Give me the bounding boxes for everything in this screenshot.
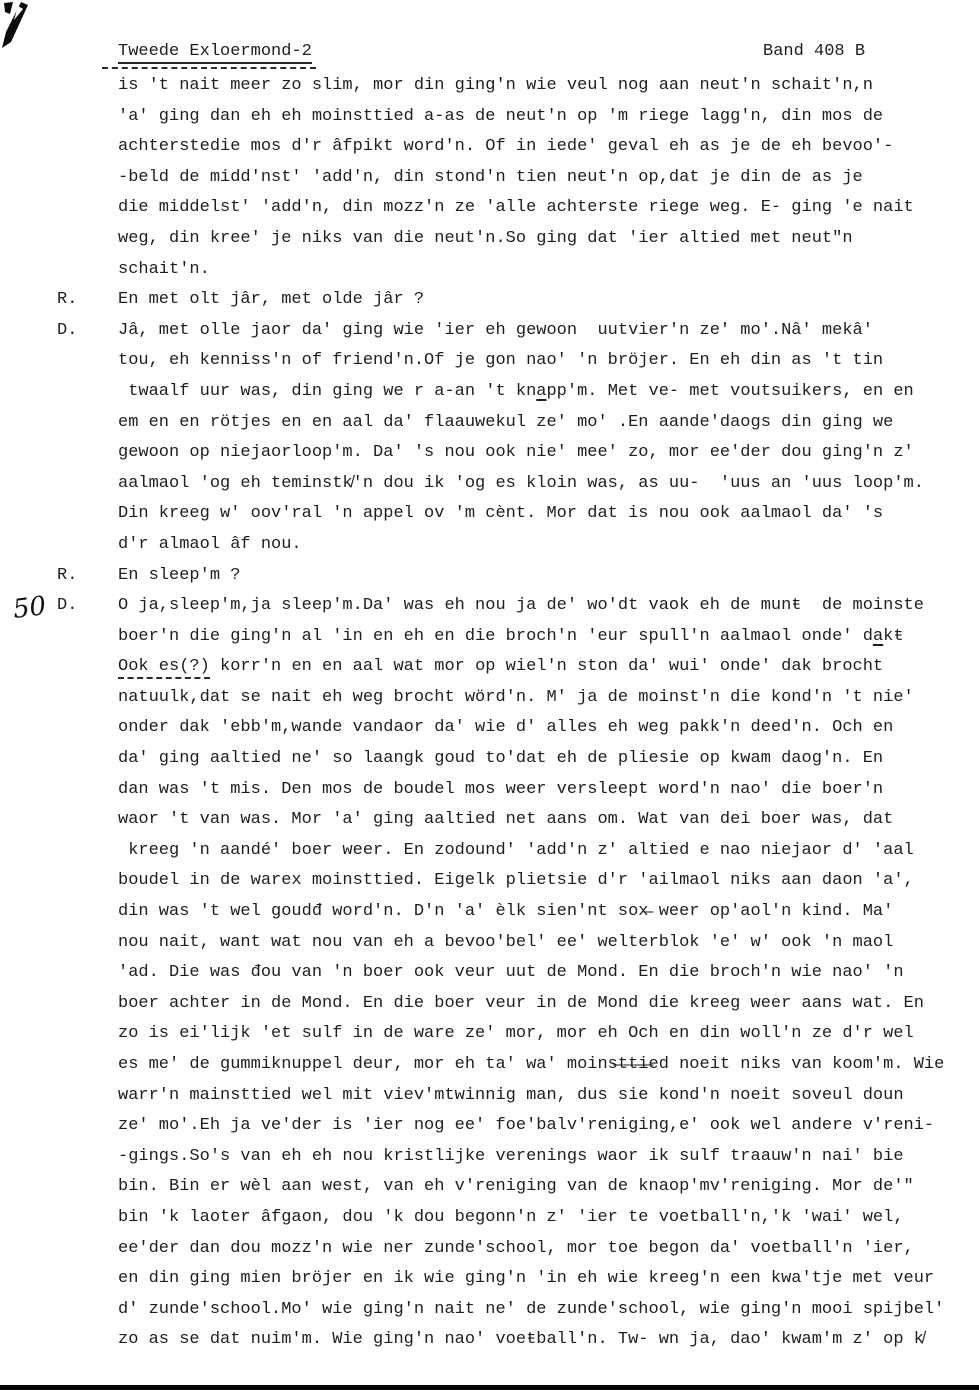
transcript-line	[0, 438, 979, 469]
line-text: aalmaol 'og eh teminstk̸'n dou ik 'og es kloin was, as uu- 'uus an 'uus loop'm.	[118, 473, 924, 493]
transcript-line	[0, 713, 979, 744]
speaker-label	[0, 1050, 118, 1081]
scan-edge-artifact	[0, 1385, 979, 1390]
transcript-line	[0, 1325, 979, 1356]
speaker-label	[0, 377, 118, 408]
line-text: ze' mo'.Eh ja ve'der is 'ier nog ee' foe'balv'reniging,e' ook wel andere v'reni-	[118, 1116, 935, 1136]
transcript-line	[0, 316, 979, 347]
line-text: boudel in de warex moinsttied. Eigelk plietsie d'r 'ailmaol niks aan daon 'a',	[118, 871, 914, 891]
transcript-line	[0, 102, 979, 133]
line-text: die middelst' 'add'n, din mozz'n ze 'alle achterste riege weg. E- ging 'e nait	[118, 198, 914, 218]
transcript-line	[0, 193, 979, 224]
line-text: Ook es(?) korr'n en en aal wat mor op wiel'n ston da' wui' onde' dak brocht	[118, 652, 883, 683]
speaker-label	[0, 1081, 118, 1112]
speaker-label	[0, 1203, 118, 1234]
speaker-label	[0, 652, 118, 683]
line-text: da' ging aaltied ne' so laangk goud to'dat eh de pliesie op kwam daog'n. En	[118, 749, 884, 769]
speaker-label	[0, 224, 118, 255]
transcript-line	[0, 1111, 979, 1142]
speaker-label	[0, 1019, 118, 1050]
transcript-line	[0, 805, 979, 836]
page-title: Tweede Exloermond-2	[118, 42, 312, 64]
transcript-line	[0, 928, 979, 959]
line-text: boer achter in de Mond. En die boer veur in de Mond die kreeg weer aans wat. En	[118, 993, 924, 1013]
speaker-label	[0, 1325, 118, 1356]
line-text: dan was 't mis. Den mos de boudel mos weer versleept word'n nao' die boer'n	[118, 779, 884, 799]
line-text: ee'der dan dou mozz'n wie ner zunde'school, mor toe begon da' voetball'n 'ier,	[118, 1238, 914, 1258]
speaker-label	[0, 163, 118, 194]
transcript-line	[0, 1172, 979, 1203]
speaker-label	[0, 1234, 118, 1265]
speaker-label	[0, 683, 118, 714]
transcript-line	[0, 1295, 979, 1326]
band-label: Band 408 B	[763, 42, 866, 61]
speaker-label	[0, 71, 118, 102]
page-header	[118, 42, 959, 66]
line-text: schait'n.	[118, 259, 210, 279]
speaker-label	[0, 408, 118, 439]
speaker-label	[0, 346, 118, 377]
transcript-line	[0, 71, 979, 102]
speaker-label	[0, 836, 118, 867]
line-text: -gings.So's van eh eh nou kristlijke verenings waor ik sulf traauw'n nai' bie	[118, 1146, 904, 1166]
line-text: din was 't wel goudđ word'n. D'n 'a' èlk sien'nt sox̶ weer op'aol'n kind. Ma'	[118, 902, 894, 922]
transcript-line	[0, 1050, 979, 1081]
line-text: bin. Bin er wèl aan west, van eh v'reniging van de knaop'mv'reniging. Mor de'"	[118, 1177, 914, 1197]
transcript-line	[0, 285, 979, 316]
transcript-line	[0, 989, 979, 1020]
speaker-label	[0, 1111, 118, 1142]
speaker-label: D.	[57, 320, 78, 340]
transcript-line	[0, 530, 979, 561]
speaker-label	[0, 713, 118, 744]
line-text: kreeg 'n aandé' boer weer. En zodound' 'add'n z' altied e nao niejaor d' 'aal	[118, 840, 914, 860]
line-text: 'a' ging dan eh eh moinsttied a-as de neut'n op 'm riege lagg'n, din mos de	[118, 106, 884, 126]
line-text: zo is ei'lijk 'et sulf in de ware ze' mor, mor eh Och en din woll'n ze d'r wel	[118, 1024, 914, 1044]
transcript-line	[0, 744, 979, 775]
speaker-label	[0, 622, 118, 653]
transcript-line	[0, 1203, 979, 1234]
transcript-line	[0, 897, 979, 928]
line-text: warr'n mainsttied wel mit viev'mtwinnig man, dus sie kond'n noeit soveul doun	[118, 1085, 904, 1105]
line-text: weg, din kree' je niks van die neut'n.So ging dat 'ier altied met neut"n	[118, 228, 853, 248]
transcript-line	[0, 775, 979, 806]
transcript-line	[0, 683, 979, 714]
speaker-label	[0, 255, 118, 286]
speaker-label: D.	[57, 596, 78, 616]
transcript-line	[0, 622, 979, 653]
line-text: achterstedie mos d'r âfpikt word'n. Of in iede' geval eh as je de eh bevoo'-	[118, 137, 894, 157]
line-text: em en en rötjes en en aal da' flaauwekul ze' mo' .En aande'daogs din ging we	[118, 412, 894, 432]
speaker-label	[0, 132, 118, 163]
underlined-text: a	[872, 626, 884, 646]
speaker-label	[0, 1142, 118, 1173]
line-text: En met olt jâr, met olde jâr ?	[118, 290, 425, 310]
speaker-label	[0, 1295, 118, 1326]
line-text: nou nait, want wat nou van eh a bevoo'bel' ee' welterblok 'e' w' ook 'n maol	[118, 932, 894, 952]
transcript-line	[0, 1264, 979, 1295]
speaker-label	[0, 805, 118, 836]
transcript-line	[0, 866, 979, 897]
line-text: gewoon op niejaorloop'm. Da' 's nou ook nie' mee' zo, mor ee'der dou ging'n z'	[118, 443, 914, 463]
transcript-line	[0, 499, 979, 530]
speaker-label	[0, 469, 118, 500]
speaker-label	[0, 193, 118, 224]
line-text: Din kreeg w' oov'ral 'n appel ov 'm cènt. Mor dat is nou ook aalmaol da' 's	[118, 504, 884, 524]
speaker-label	[0, 530, 118, 561]
line-text: -beld de midd'nst' 'add'n, din stond'n tien neut'n op,dat je din de as je	[118, 167, 863, 187]
handwritten-mark	[1, 2, 31, 48]
line-text: waor 't van was. Mor 'a' ging aaltied net aans om. Wat van dei boer was, dat	[118, 810, 894, 830]
line-text: is 't nait meer zo slim, mor din ging'n wie veul nog aan neut'n schait'n,n	[118, 76, 873, 95]
line-text: twaalf uur was, din ging we r a-an 't knapp'm. Met ve- met voutsuikers, en en	[118, 381, 914, 401]
line-text: bin 'k laoter âfgaon, dou 'k dou begonn'n z' 'ier te voetball'n,'k 'wai' wel,	[118, 1207, 904, 1227]
speaker-label	[0, 775, 118, 806]
speaker-label	[0, 102, 118, 133]
line-text: es me' de gummiknuppel deur, mor eh ta' wa' moins̶t̶t̶i̶ed noeit niks van koom'm. Wie	[118, 1055, 945, 1074]
transcript-line	[0, 591, 979, 622]
speaker-label: R.	[57, 290, 78, 310]
line-text: onder dak 'ebb'm,wande vandaor da' wie d' alles eh weg pakk'n deed'n. Och en	[118, 718, 894, 738]
speaker-label	[0, 438, 118, 469]
transcript-line	[0, 958, 979, 989]
line-text: O ja,sleep'm,ja sleep'm.Da' was eh nou ja de' wo'dt vaok eh de munŧ de moinste	[118, 596, 924, 616]
line-text: natuulk,dat se nait eh weg brocht wörd'n. M' ja de moinst'n die kond'n 't nie'	[118, 687, 914, 707]
transcript-line	[0, 224, 979, 255]
transcript-line	[0, 255, 979, 286]
transcript-line	[0, 1142, 979, 1173]
underlined-text: a	[536, 381, 547, 401]
line-text: en din ging mien bröjer en ik wie ging'n 'in eh wie kreeg'n een kwa'tje met veur	[118, 1269, 935, 1289]
handwritten-margin-note: 50	[11, 591, 48, 625]
transcript-line	[0, 132, 979, 163]
speaker-label	[0, 928, 118, 959]
speaker-label	[0, 1264, 118, 1295]
transcript-body	[0, 71, 979, 1356]
transcript-line	[0, 408, 979, 439]
line-text: 'ad. Die was đou van 'n boer ook veur uut de Mond. En die broch'n wie nao' 'n	[118, 963, 904, 983]
underlined-text: Ook es(?)	[118, 657, 210, 679]
line-text: d'r almaol âf nou.	[118, 534, 302, 554]
line-text: En sleep'm ?	[118, 565, 241, 585]
speaker-label	[0, 499, 118, 530]
transcript-line	[0, 1234, 979, 1265]
speaker-label	[0, 958, 118, 989]
transcript-line	[0, 561, 979, 592]
line-text: Jâ, met olle jaor da' ging wie 'ier eh gewoon uutvier'n ze' mo'.Nâ' mekâ'	[118, 320, 873, 340]
speaker-label	[0, 1172, 118, 1203]
transcript-line	[0, 1081, 979, 1112]
transcript-line	[0, 469, 979, 500]
transcript-line	[0, 652, 979, 683]
speaker-label	[0, 744, 118, 775]
transcript-line	[0, 836, 979, 867]
transcript-line	[0, 163, 979, 194]
speaker-label: R.	[57, 565, 78, 585]
line-text: zo as se dat nuim'm. Wie ging'n nao' voeŧball'n. Tw- wn ja, dao' kwam'm z' op k̸	[118, 1330, 924, 1350]
line-text: tou, eh kenniss'n of friend'n.Of je gon nao' 'n bröjer. En eh din as 't tin	[118, 351, 884, 371]
line-text: boer'n die ging'n al 'in en eh en die broch'n 'eur spull'n aalmaol onde' dakŧ	[118, 626, 904, 646]
transcript-line	[0, 346, 979, 377]
speaker-label	[0, 866, 118, 897]
transcript-line	[0, 377, 979, 408]
transcript-line	[0, 1019, 979, 1050]
line-text: d' zunde'school.Mo' wie ging'n nait ne' de zunde'school, wie ging'n mooi spijbel'	[118, 1299, 945, 1319]
speaker-label	[0, 989, 118, 1020]
speaker-label	[0, 897, 118, 928]
